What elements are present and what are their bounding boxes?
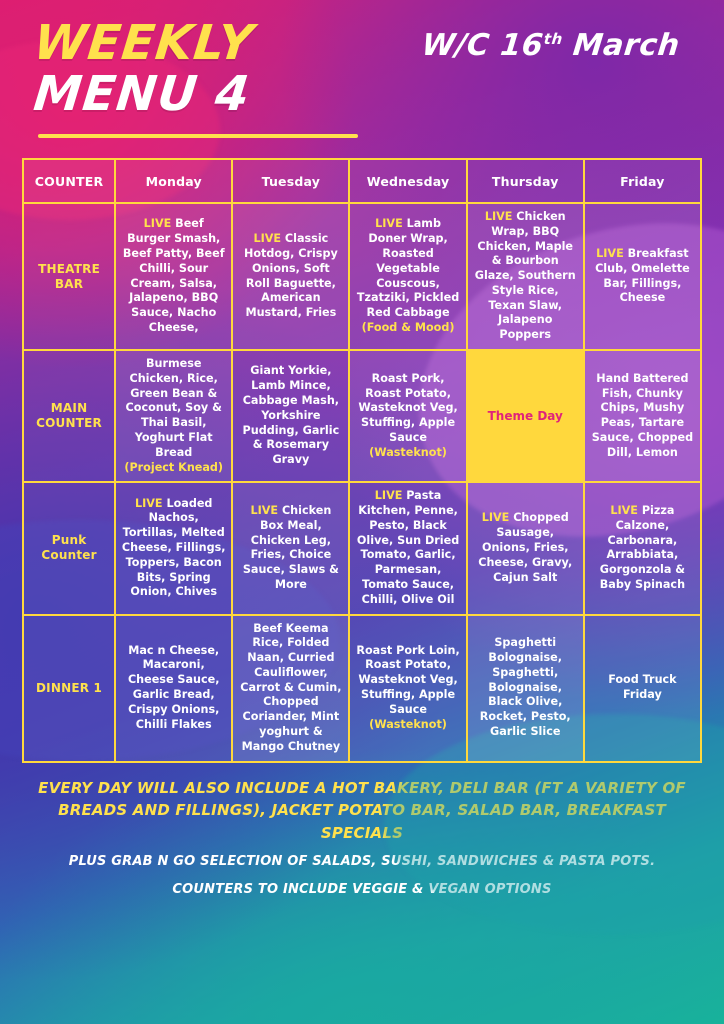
row-label-punk-counter: Punk Counter	[23, 482, 115, 614]
table-row	[23, 615, 701, 762]
live-tag: LIVE	[481, 511, 510, 525]
cell-theatre-bar-wednesday	[349, 203, 466, 350]
cell-note: (Wasteknot)	[369, 445, 447, 459]
cell-text: Food Truck Friday	[608, 673, 677, 702]
poster-footer	[30, 777, 694, 901]
cell-dinner-1-thursday	[467, 615, 584, 762]
cell-dinner-1-tuesday	[232, 615, 349, 762]
cell-text: Chicken Wrap, BBQ Chicken, Maple & Bourbon Glaze, Southern Style Rice, Texan Slaw, Jalapeno Poppers	[474, 210, 576, 342]
cell-text: Breakfast Club, Omelette Bar, Fillings, Cheese	[595, 246, 690, 305]
footer-line-1: EVERY DAY WILL ALSO INCLUDE A HOT BAKERY, DELI BAR (FT A VARIETY OF	[38, 778, 686, 797]
cell-main-counter-thursday-theme-day: Theme Day	[467, 350, 584, 482]
page-title-line-1: WEEKLY	[31, 15, 257, 71]
footer-line-4: COUNTERS TO INCLUDE VEGGIE & VEGAN OPTIONS	[172, 882, 552, 898]
table-row	[23, 203, 701, 350]
cell-text: Loaded Nachos, Tortillas, Melted Cheese, Fillings, Toppers, Bacon Bits, Spring Onion, Chives	[121, 496, 226, 599]
footer-line-3: PLUS GRAB N GO SELECTION OF SALADS, SUSHI, SANDWICHES & PASTA POTS.	[68, 854, 656, 870]
live-tag: LIVE	[484, 210, 513, 223]
cell-theatre-bar-tuesday	[232, 203, 349, 350]
cell-punk-counter-monday	[115, 482, 232, 614]
cell-main-counter-wednesday	[349, 350, 466, 482]
cell-theatre-bar-friday	[584, 203, 701, 350]
column-header-wednesday: Wednesday	[349, 159, 466, 203]
week-commencing-text: W/C 16	[420, 28, 546, 63]
live-tag: LIVE	[596, 246, 624, 260]
cell-note: (Wasteknot)	[369, 717, 447, 731]
cell-theatre-bar-thursday	[467, 203, 584, 350]
cell-note: (Food & Mood)	[361, 320, 455, 334]
cell-text: Mac n Cheese, Macaroni, Cheese Sauce, Garlic Bread, Crispy Onions, Chilli Flakes	[127, 643, 220, 731]
live-tag: LIVE	[253, 232, 282, 246]
row-label-dinner-1: DINNER 1	[23, 615, 115, 762]
cell-dinner-1-monday	[115, 615, 232, 762]
live-tag: LIVE	[375, 217, 403, 231]
poster-header	[0, 0, 724, 150]
column-header-monday: Monday	[115, 159, 232, 203]
cell-text: Hand Battered Fish, Chunky Chips, Mushy Peas, Tartare Sauce, Chopped Dill, Lemon	[591, 371, 694, 459]
title-underline	[38, 134, 358, 138]
live-tag: LIVE	[143, 217, 172, 231]
cell-text: Chicken Box Meal, Chicken Leg, Fries, Choice Sauce, Slaws & More	[242, 504, 339, 591]
page-title-line-2: MENU 4	[31, 65, 253, 122]
cell-text: Beef Keema Rice, Folded Naan, Curried Cauliflower, Carrot & Cumin, Chopped Coriander, Mint yoghurt & Mango Chutney	[240, 621, 342, 753]
cell-text: Burmese Chicken, Rice, Green Bean & Coconut, Soy & Thai Basil, Yoghurt Flat Bread	[125, 357, 222, 459]
column-header-thursday: Thursday	[467, 159, 584, 203]
row-label-theatre-bar: THEATRE BAR	[23, 203, 115, 350]
cell-text: Roast Pork, Roast Potato, Wasteknot Veg, Stuffing, Apple Sauce	[358, 371, 458, 444]
table-row	[23, 350, 701, 482]
live-tag: LIVE	[250, 504, 279, 518]
cell-punk-counter-thursday	[467, 482, 584, 614]
weekly-menu-table	[22, 158, 702, 763]
table-header-row	[23, 159, 701, 203]
row-label-main-counter: MAIN COUNTER	[23, 350, 115, 482]
cell-note: (Project Knead)	[124, 460, 224, 474]
live-tag: LIVE	[610, 504, 638, 518]
week-commencing-label	[421, 28, 682, 63]
cell-text: Giant Yorkie, Lamb Mince, Cabbage Mash, Yorkshire Pudding, Garlic & Rosemary Gravy	[242, 364, 340, 467]
cell-dinner-1-friday	[584, 615, 701, 762]
column-header-counter: COUNTER	[23, 159, 115, 203]
cell-punk-counter-tuesday	[232, 482, 349, 614]
week-commencing-month: March	[560, 28, 682, 63]
cell-text: Lamb Doner Wrap, Roasted Vegetable Couscous, Tzatziki, Pickled Red Cabbage	[356, 217, 460, 320]
cell-dinner-1-wednesday	[349, 615, 466, 762]
title-block	[31, 15, 358, 138]
cell-text: Classic Hotdog, Crispy Onions, Soft Roll Baguette, American Mustard, Fries	[243, 232, 338, 320]
menu-table-wrap	[22, 158, 702, 763]
cell-text: Chopped Sausage, Onions, Fries, Cheese, Gravy, Cajun Salt	[478, 511, 573, 584]
cell-text: Pasta Kitchen, Penne, Pesto, Black Olive, Sun Dried Tomato, Garlic, Parmesan, Tomato Sauce, Chilli, Olive Oil	[356, 489, 460, 606]
cell-text: Roast Pork Loin, Roast Potato, Wasteknot Veg, Stuffing, Apple Sauce	[356, 643, 460, 716]
footer-line-2: BREADS AND FILLINGS), JACKET POTATO BAR, SALAD BAR, BREAKFAST SPECIALS	[58, 801, 666, 842]
cell-main-counter-friday	[584, 350, 701, 482]
cell-punk-counter-friday	[584, 482, 701, 614]
cell-punk-counter-wednesday	[349, 482, 466, 614]
cell-main-counter-monday	[115, 350, 232, 482]
week-commencing-ordinal: th	[543, 30, 565, 48]
cell-text: Beef Burger Smash, Beef Patty, Beef Chilli, Sour Cream, Salsa, Jalapeno, BBQ Sauce, Nacho Cheese,	[122, 217, 225, 334]
cell-main-counter-tuesday	[232, 350, 349, 482]
cell-theatre-bar-monday	[115, 203, 232, 350]
column-header-tuesday: Tuesday	[232, 159, 349, 203]
cell-text: Spaghetti Bolognaise, Spaghetti, Bolognaise, Black Olive, Rocket, Pesto, Garlic Slice	[479, 636, 571, 738]
cell-text: Pizza Calzone, Carbonara, Arrabbiata, Gorgonzola & Baby Spinach	[599, 504, 686, 591]
live-tag: LIVE	[374, 489, 403, 503]
table-row	[23, 482, 701, 614]
column-header-friday: Friday	[584, 159, 701, 203]
live-tag: LIVE	[134, 496, 163, 510]
